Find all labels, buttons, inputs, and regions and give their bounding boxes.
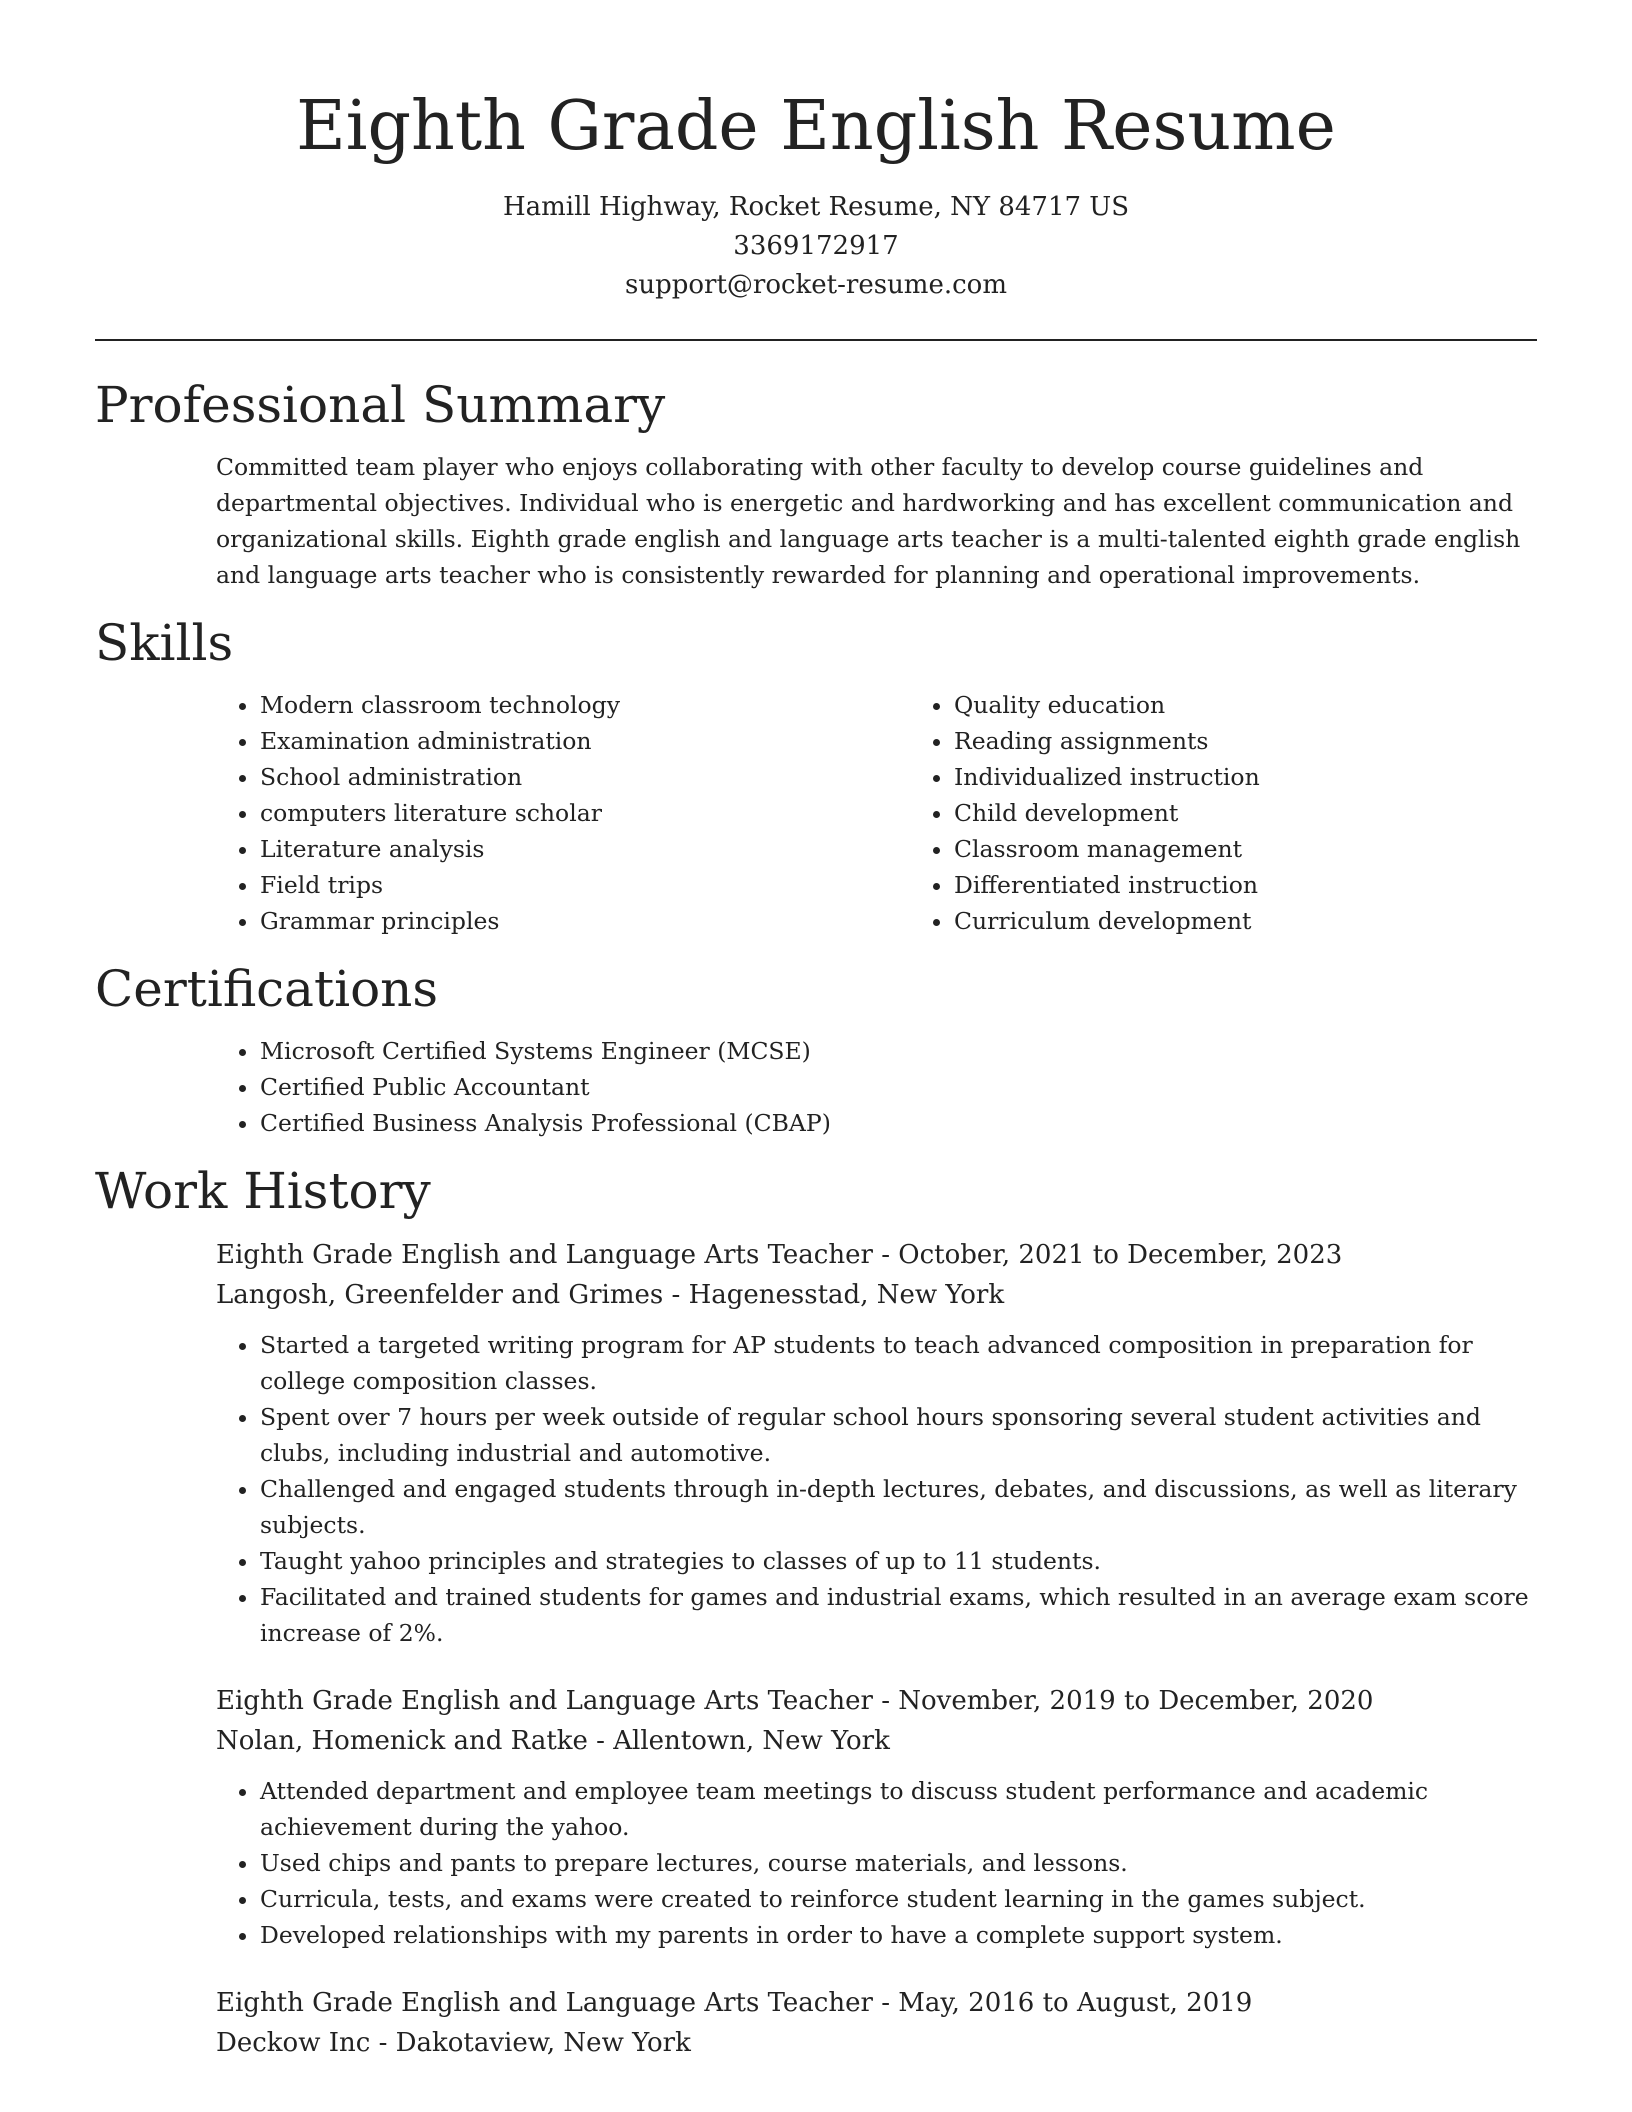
summary-text: Committed team player who enjoys collaborating with other faculty to develop course guidelines and departmental objectives. Individual who is energetic and hardworking and has excellent communication and organizational skills. Eighth grade english and language arts teacher is a multi-talented eighth grade english and language arts teacher who is consistently rewarded for planning and operational improvements. bbox=[216, 453, 1521, 589]
job-company: Deckow Inc bbox=[216, 2028, 371, 2058]
job-bullets bbox=[216, 1773, 1537, 1953]
job-entry bbox=[216, 1681, 1537, 1953]
list-item: • Grammar principles bbox=[260, 903, 910, 939]
job-company-line: Nolan, Homenick and Ratke - Allentown, New York bbox=[216, 1726, 890, 1756]
list-item: • Used chips and pants to prepare lectures, course materials, and lessons. bbox=[260, 1845, 1537, 1881]
contact-email: support@rocket-resume.com bbox=[624, 270, 1007, 300]
job-dates: November, 2019 to December, 2020 bbox=[898, 1686, 1374, 1716]
job-company-line: Deckow Inc - Dakotaview, New York bbox=[216, 2028, 691, 2058]
summary-heading: Professional Summary bbox=[95, 376, 666, 434]
list-item: • Attended department and employee team meetings to discuss student performance and academic achievement during the yahoo. bbox=[260, 1773, 1537, 1845]
job-company: Langosh, Greenfelder and Grimes bbox=[216, 1280, 664, 1310]
list-item: • Literature analysis bbox=[260, 831, 910, 867]
contact-phone: 3369172917 bbox=[733, 231, 899, 261]
skills-left-list bbox=[216, 687, 910, 939]
job-title-line: Eighth Grade English and Language Arts Teacher - October, 2021 to December, 2023 bbox=[216, 1240, 1343, 1270]
list-item: • computers literature scholar bbox=[260, 795, 910, 831]
certifications-list bbox=[216, 1033, 1537, 1141]
job-company-line: Langosh, Greenfelder and Grimes - Hagenesstad, New York bbox=[216, 1280, 1005, 1310]
job-location: Hagenesstad, New York bbox=[688, 1280, 1005, 1310]
skills-heading: Skills bbox=[95, 614, 234, 672]
list-item: • Facilitated and trained students for games and industrial exams, which resulted in an average exam score increase of 2%. bbox=[260, 1579, 1537, 1651]
job-entry bbox=[216, 1983, 1537, 2063]
list-item: • Spent over 7 hours per week outside of regular school hours sponsoring several student activities and clubs, including industrial and automotive. bbox=[260, 1399, 1537, 1471]
skills-columns bbox=[216, 687, 1537, 939]
list-item: • Classroom management bbox=[954, 831, 1604, 867]
list-item: • Field trips bbox=[260, 867, 910, 903]
list-item: • Developed relationships with my parents in order to have a complete support system. bbox=[260, 1917, 1537, 1953]
list-item: • Child development bbox=[954, 795, 1604, 831]
job-title-line: Eighth Grade English and Language Arts Teacher - May, 2016 to August, 2019 bbox=[216, 1988, 1253, 2018]
list-item: • Quality education bbox=[954, 687, 1604, 723]
contact-info bbox=[0, 188, 1632, 305]
skills-right-list bbox=[910, 687, 1604, 939]
job-title-line: Eighth Grade English and Language Arts Teacher - November, 2019 to December, 2020 bbox=[216, 1686, 1374, 1716]
list-item: • Modern classroom technology bbox=[260, 687, 910, 723]
job-location: Dakotaview, New York bbox=[395, 2028, 691, 2058]
list-item: • School administration bbox=[260, 759, 910, 795]
certifications-heading: Certifications bbox=[95, 960, 439, 1018]
resume-header bbox=[0, 0, 1632, 305]
header-divider bbox=[95, 339, 1537, 341]
work-section bbox=[95, 1161, 1537, 2063]
job-location: Allentown, New York bbox=[613, 1726, 890, 1756]
list-item: • Differentiated instruction bbox=[954, 867, 1604, 903]
list-item: • Certified Business Analysis Professional (CBAP) bbox=[260, 1105, 1537, 1141]
list-item: • Challenged and engaged students through in-depth lectures, debates, and discussions, as well as literary subjects. bbox=[260, 1471, 1537, 1543]
contact-address: Hamill Highway, Rocket Resume, NY 84717 US bbox=[502, 192, 1130, 222]
list-item: • Curricula, tests, and exams were created to reinforce student learning in the games subject. bbox=[260, 1881, 1537, 1917]
certifications-section bbox=[95, 959, 1537, 1141]
job-role: Eighth Grade English and Language Arts Teacher bbox=[216, 1240, 873, 1270]
list-item: • Examination administration bbox=[260, 723, 910, 759]
summary-section bbox=[95, 375, 1537, 593]
work-heading: Work History bbox=[95, 1162, 431, 1220]
list-item: • Taught yahoo principles and strategies to classes of up to 11 students. bbox=[260, 1543, 1537, 1579]
job-bullets bbox=[216, 1327, 1537, 1651]
job-role: Eighth Grade English and Language Arts Teacher bbox=[216, 1686, 873, 1716]
list-item: • Microsoft Certified Systems Engineer (MCSE) bbox=[260, 1033, 1537, 1069]
list-item: • Individualized instruction bbox=[954, 759, 1604, 795]
resume-name: Eighth Grade English Resume bbox=[296, 87, 1336, 166]
job-dates: October, 2021 to December, 2023 bbox=[898, 1240, 1343, 1270]
list-item: • Reading assignments bbox=[954, 723, 1604, 759]
job-role: Eighth Grade English and Language Arts Teacher bbox=[216, 1988, 873, 2018]
job-dates: May, 2016 to August, 2019 bbox=[898, 1988, 1253, 2018]
job-company: Nolan, Homenick and Ratke bbox=[216, 1726, 588, 1756]
skills-section bbox=[95, 613, 1537, 939]
list-item: • Started a targeted writing program for AP students to teach advanced composition in preparation for college composition classes. bbox=[260, 1327, 1537, 1399]
list-item: • Curriculum development bbox=[954, 903, 1604, 939]
job-entry bbox=[216, 1235, 1537, 1651]
list-item: • Certified Public Accountant bbox=[260, 1069, 1537, 1105]
